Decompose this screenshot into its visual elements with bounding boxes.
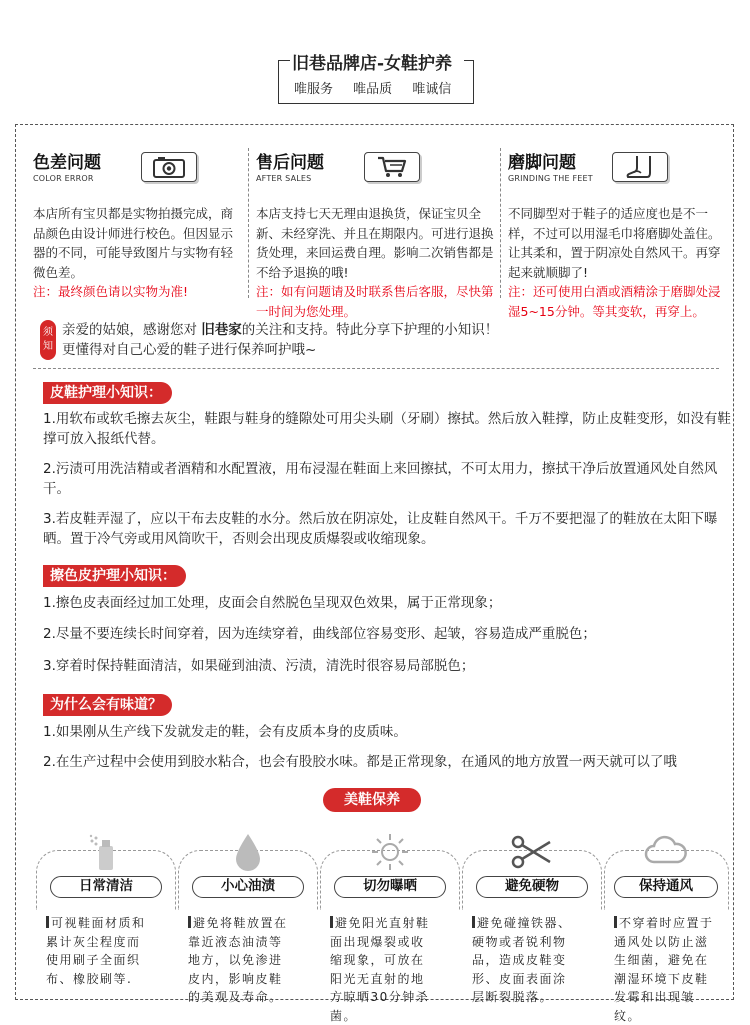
odor-title: 为什么会有味道？ [43, 694, 172, 716]
sun-icon [364, 832, 416, 872]
scissors-icon [506, 832, 558, 872]
care-card-text: 避免将鞋放置在靠近液态油渍等地方，以免渗进皮内，影响皮鞋的美观及寿命。 [188, 916, 288, 1004]
care-card-title: 切勿曝晒 [334, 876, 446, 898]
notice-badge: 须 知 [40, 320, 56, 360]
color-error-column [33, 148, 248, 308]
cloud-icon [640, 832, 692, 872]
care-card-text: 不穿着时应置于通风处以防止滋生细菌，避免在潮湿环境下皮鞋发霉和出现皱纹。 [614, 916, 714, 1023]
color-leather-item: 1.擦色皮表面经过加工处理，皮面会自然脱色呈现双色效果，属于正常现象； [43, 595, 502, 611]
column-title: 售后问题 [256, 153, 324, 173]
care-card-text: 避免碰撞铁器、硬物或者锐利物品，造成皮鞋变形、皮面表面涂层断裂脱落。 [472, 916, 572, 1004]
foot-icon [612, 152, 668, 182]
leather-care-item: 2.污渍可用洗洁精或者酒精和水配置液，用布浸湿在鞋面上来回擦拭，不可太用力，擦拭干净后放置通风处自然风干。 [43, 461, 718, 497]
care-card-text: 避免阳光直射鞋面出现爆裂或收缩现象，可放在阳光无直射的地方晾晒30分钟杀菌。 [330, 916, 430, 1023]
page-title: 旧巷品牌店-女鞋护养 [292, 54, 453, 74]
column-subtitle: GRINDING THE FEET [508, 174, 593, 183]
column-text: 不同脚型对于鞋子的适应度也是不一样，不过可以用湿毛巾将磨脚处盖住。让其柔和，置于阴凉处自然风干。再穿起来就顺脚了! [508, 206, 721, 280]
leather-care-item: 1.用软布或软毛擦去灰尘，鞋跟与鞋身的缝隙处可用尖头刷（牙刷）擦拭。然后放入鞋撑，防止皮鞋变形，如没有鞋撑可放入报纸代替。 [43, 411, 731, 447]
grinding-column [508, 148, 728, 319]
column-note: 注：还可使用白酒或酒精涂于磨脚处浸湿5~15分钟。等其变软，再穿上。 [508, 284, 721, 319]
care-card [462, 830, 602, 1004]
care-card-title: 日常清洁 [50, 876, 162, 898]
column-text: 本店支持七天无理由退换货，保证宝贝全新、未经穿洗、并且在期限内。可进行退换货处理，来回运费自理。影响二次销售都是不给予退换的哦! [256, 206, 494, 280]
column-subtitle: AFTER SALES [256, 174, 312, 183]
care-card [178, 830, 318, 1004]
notice-text: 亲爱的姑娘，感谢您对 旧巷家的关注和支持。特此分享下护理的小知识！ 更懂得对自己心爱的鞋子进行保养呵护哦~ [62, 322, 499, 358]
drop-icon [222, 832, 274, 872]
column-text: 本店所有宝贝都是实物拍摄完成，商品颜色由设计师进行校色。但因显示器的不同，可能导致图片与实物有轻微色差。 [33, 206, 234, 280]
odor-item: 2.在生产过程中会使用到胶水粘合，也会有股胶水味。都是正常现象，在通风的地方放置一两天就可以了哦 [43, 754, 677, 770]
column-body [33, 204, 245, 302]
column-title: 色差问题 [33, 153, 101, 173]
column-body [256, 204, 496, 321]
column-subtitle: COLOR ERROR [33, 174, 94, 183]
header-tag: 唯服务 [294, 82, 334, 97]
leather-care-item: 3.若皮鞋弄湿了，应以干布去皮鞋的水分。然后放在阴凉处，让皮鞋自然风干。千万不要把湿了的鞋放在太阳下曝晒。置于冷气旁或用风筒吹干，否则会出现皮质爆裂或收缩现象。 [43, 511, 718, 547]
column-divider [248, 148, 249, 298]
care-card [36, 830, 176, 1000]
column-note: 注：最终颜色请以实物为准! [33, 284, 189, 299]
camera-icon [141, 152, 197, 182]
column-note: 注：如有问题请及时联系售后客服，尽快第一时间为您处理。 [256, 284, 494, 319]
odor-item: 1.如果刚从生产线下发就发走的鞋，会有皮质本身的皮质味。 [43, 724, 407, 740]
care-card [604, 830, 729, 1023]
notice-divider [33, 368, 719, 369]
care-card-title: 避免硬物 [476, 876, 588, 898]
spray-icon [80, 832, 132, 872]
header-tag: 唯诚信 [412, 82, 452, 97]
color-leather-care-title: 擦色皮护理小知识： [43, 565, 186, 587]
care-card-title: 保持通风 [614, 876, 718, 898]
care-card [320, 830, 460, 1023]
page-header [278, 46, 474, 104]
column-divider [500, 148, 501, 298]
color-leather-item: 2.尽量不要连续长时间穿着，因为连续穿着，曲线部位容易变形、起皱，容易造成严重脱色； [43, 626, 596, 642]
header-tag: 唯品质 [353, 82, 393, 97]
column-body [508, 204, 728, 321]
header-tags [294, 78, 467, 97]
cart-icon [364, 152, 420, 182]
care-banner: 美鞋保养 [323, 788, 421, 812]
after-sales-column [256, 148, 496, 319]
care-card-title: 小心油渍 [192, 876, 304, 898]
color-leather-item: 3.穿着时保持鞋面清洁，如果碰到油渍、污渍，清洗时很容易局部脱色； [43, 658, 475, 674]
care-card-text: 可视鞋面材质和累计灰尘程度而使用刷子全面织布、橡胶刷等. [46, 916, 146, 986]
column-title: 磨脚问题 [508, 153, 576, 173]
brand-name: 旧巷家 [201, 322, 242, 338]
leather-care-title: 皮鞋护理小知识： [43, 382, 172, 404]
